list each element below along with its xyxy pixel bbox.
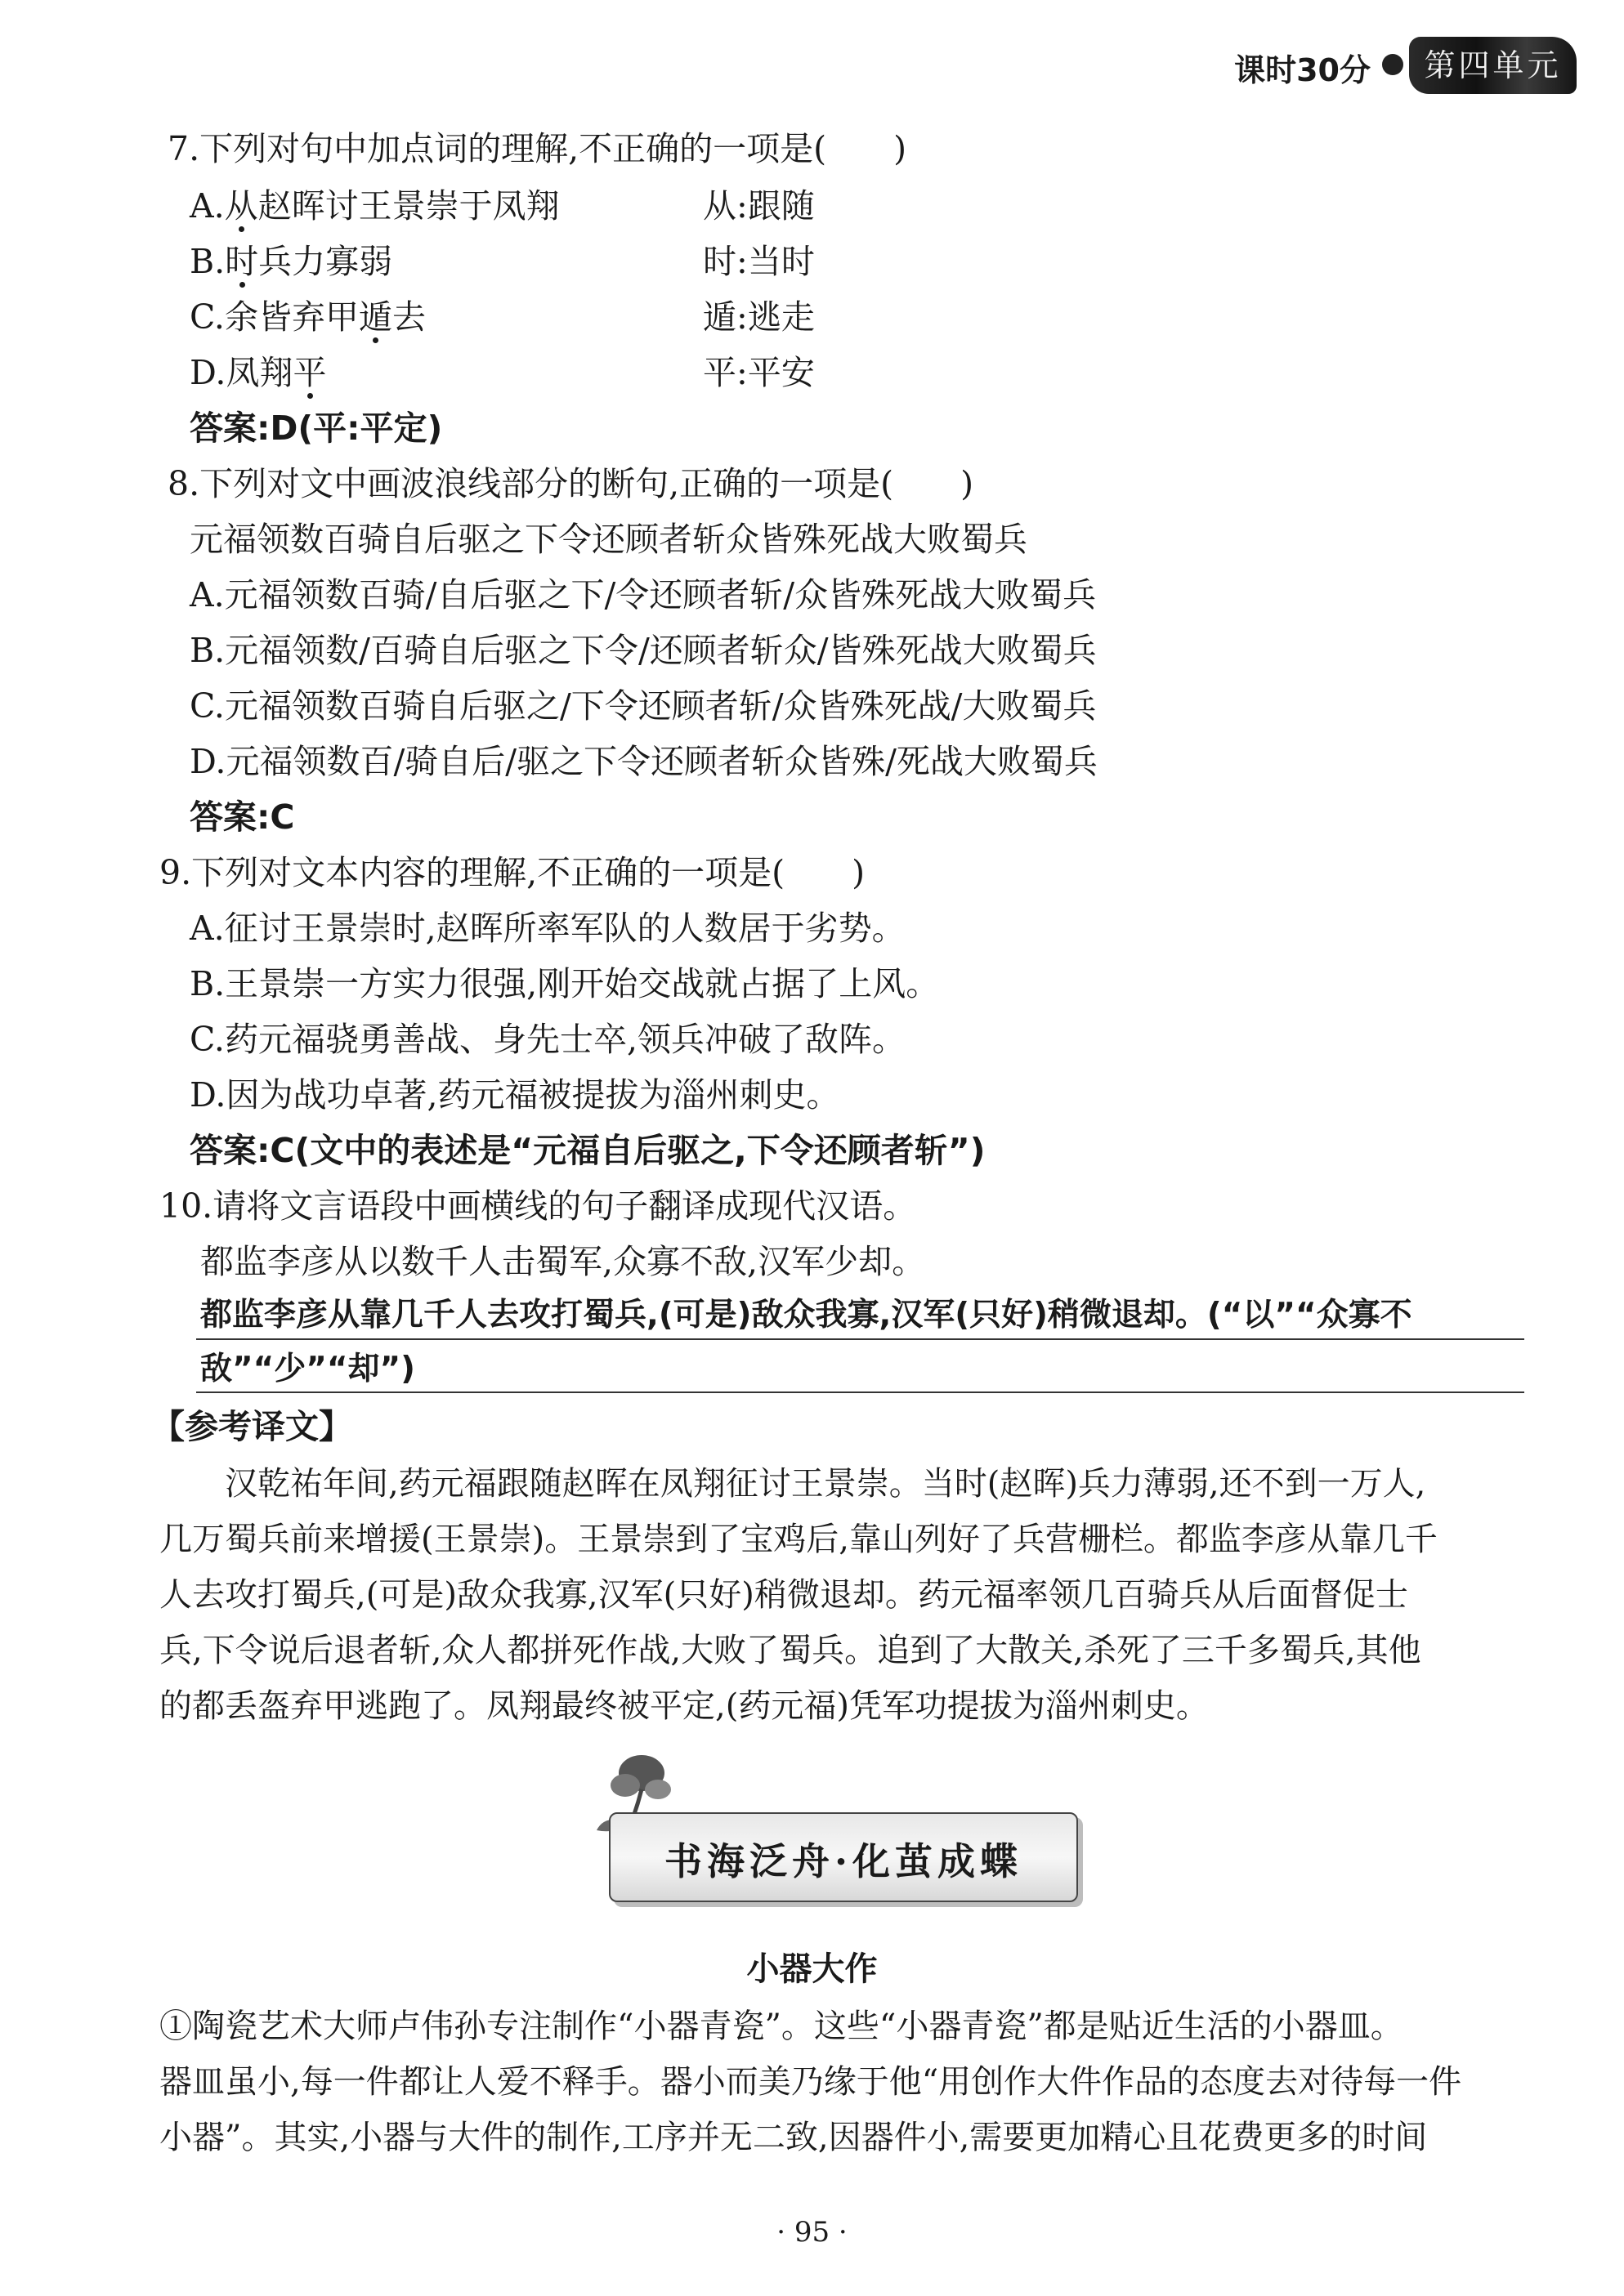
header-dot-icon [1382, 54, 1403, 75]
article-line: 器皿虽小,每一件都让人爱不释手。器小而美乃缘于他“用创作大件作品的态度去对待每一件 [159, 2063, 1462, 2101]
answer-underline [196, 1391, 1524, 1393]
q10-source: 都监李彦从以数千人击蜀军,众寡不敌,汉军少却。 [200, 1242, 926, 1281]
q8-option-d: D.元福领数百/骑自后/驱之下令还顾者斩众皆殊/死战大败蜀兵 [190, 742, 1098, 781]
q8-stem: 8.下列对文中画波浪线部分的断句,正确的一项是( ) [168, 464, 974, 503]
dotted-word: 平 [293, 353, 327, 392]
q8-source: 元福领数百骑自后驱之下令还顾者斩众皆殊死战大败蜀兵 [190, 520, 1027, 559]
q9-option-a: A.征讨王景崇时,赵晖所率军队的人数居于劣势。 [190, 909, 906, 948]
unit-badge: 第四单元 [1409, 37, 1577, 94]
translation-heading: 【参考译文】 [151, 1407, 352, 1446]
dotted-word: 从 [224, 186, 258, 226]
q7-stem: 7.下列对句中加点词的理解,不正确的一项是( ) [168, 129, 907, 168]
translation-line: 人去攻打蜀兵,(可是)敌众我寡,汉军(只好)稍微退却。药元福率领几百骑兵从后面督促士 [159, 1576, 1408, 1614]
article-line: 小器”。其实,小器与大件的制作,工序并无二致,因器件小,需要更加精心且花费更多的时间 [159, 2119, 1428, 2156]
section-banner [609, 1812, 1078, 1902]
header-label: 课时30分 [1234, 52, 1371, 88]
q10-answer-line2: 敌”“少”“却”) [200, 1351, 415, 1387]
q9-option-d: D.因为战功卓著,药元福被提拔为淄州刺史。 [190, 1075, 840, 1114]
q7-gloss-d: 平:平安 [703, 353, 815, 392]
dotted-word: 遁 [358, 297, 392, 337]
answer-underline [196, 1338, 1524, 1340]
q8-option-c: C.元福领数百骑自后驱之/下令还顾者斩/众皆殊死战/大败蜀兵 [190, 686, 1097, 726]
q7-gloss-a: 从:跟随 [703, 186, 815, 226]
q9-stem: 9.下列对文本内容的理解,不正确的一项是( ) [159, 853, 866, 892]
q8-option-a: A.元福领数百骑/自后驱之下/令还顾者斩/众皆殊死战大败蜀兵 [190, 575, 1097, 614]
q7-gloss-b: 时:当时 [703, 242, 815, 281]
q7-option-b: B.时兵力寡弱 [190, 242, 393, 281]
banner-title: 书海泛舟·化茧成蝶 [664, 1839, 1022, 1883]
q8-option-b: B.元福领数/百骑自后驱之下令/还顾者斩众/皆殊死战大败蜀兵 [190, 631, 1097, 670]
q8-answer: 答案:C [190, 797, 295, 837]
translation-line: 汉乾祐年间,药元福跟随赵晖在凤翔征讨王景崇。当时(赵晖)兵力薄弱,还不到一万人, [159, 1465, 1426, 1503]
article-title: 小器大作 [746, 1950, 878, 1988]
translation-line: 的都丢盔弃甲逃跑了。凤翔最终被平定,(药元福)凭军功提拔为淄州刺史。 [159, 1687, 1209, 1725]
q9-option-b: B.王景崇一方实力很强,刚开始交战就占据了上风。 [190, 964, 940, 1003]
article-line: ①陶瓷艺术大师卢伟孙专注制作“小器青瓷”。这些“小器青瓷”都是贴近生活的小器皿。 [159, 2008, 1403, 2045]
q9-option-c: C.药元福骁勇善战、身先士卒,领兵冲破了敌阵。 [190, 1020, 906, 1059]
q7-gloss-c: 遁:逃走 [703, 297, 815, 337]
q7-option-d: D.凤翔平 [190, 353, 327, 392]
translation-line: 几万蜀兵前来增援(王景崇)。王景崇到了宝鸡后,靠山列好了兵营栅栏。都监李彦从靠几千 [159, 1521, 1438, 1558]
page-number: · 95 · [776, 2216, 848, 2249]
translation-line: 兵,下令说后退者斩,众人都拼死作战,大败了蜀兵。追到了大散关,杀死了三千多蜀兵,其他 [159, 1632, 1421, 1669]
dotted-word: 时 [225, 242, 259, 281]
q10-stem: 10.请将文言语段中画横线的句子翻译成现代汉语。 [159, 1186, 917, 1226]
q9-answer: 答案:C(文中的表述是“元福自后驱之,下令还顾者斩”) [190, 1131, 986, 1170]
q7-answer: 答案:D(平:平定) [190, 409, 443, 448]
q10-answer-line1: 都监李彦从靠几千人去攻打蜀兵,(可是)敌众我寡,汉军(只好)稍微退却。(“以”“众寡不 [200, 1297, 1412, 1333]
q7-option-a: A.从赵晖讨王景崇于凤翔 [190, 186, 560, 226]
q7-option-c: C.余皆弃甲遁去 [190, 297, 426, 337]
